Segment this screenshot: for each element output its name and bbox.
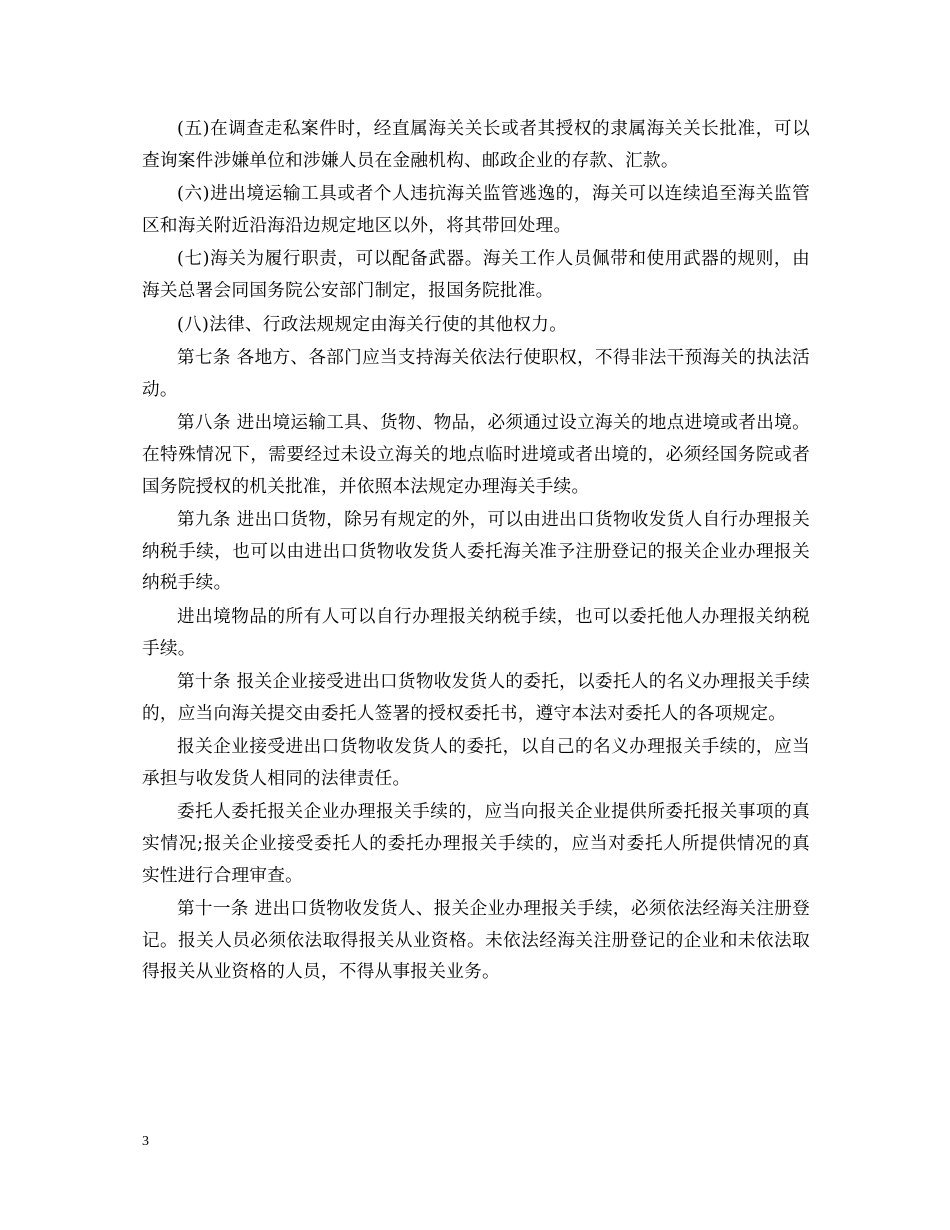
paragraph: 第九条 进出口货物，除另有规定的外，可以由进出口货物收发货人自行办理报关纳税手续，也可以由进出口货物收发货人委托海关准予注册登记的报关企业办理报关纳税手续。 (142, 510, 810, 594)
paragraph: 报关企业接受进出口货物收发货人的委托，以自己的名义办理报关手续的，应当承担与收发货人相同的法律责任。 (142, 737, 810, 789)
paragraph: (八)法律、行政法规规定由海关行使的其他权力。 (177, 314, 568, 335)
paragraph: 第八条 进出境运输工具、货物、物品，必须通过设立海关的地点进境或者出境。在特殊情况下，需要经过未设立海关的地点临时进境或者出境的，必须经国务院或者国务院授权的机关批准，并依照本法规定办理海关手续。 (142, 413, 810, 497)
paragraph: (五)在调查走私案件时，经直属海关关长或者其授权的隶属海关关长批准，可以查询案件涉嫌单位和涉嫌人员在金融机构、邮政企业的存款、汇款。 (142, 119, 810, 171)
paragraph: (七)海关为履行职责，可以配备武器。海关工作人员佩带和使用武器的规则，由海关总署会同国务院公安部门制定，报国务院批准。 (142, 249, 810, 301)
paragraph: (六)进出境运输工具或者个人违抗海关监管逃逸的，海关可以连续追至海关监管区和海关附近沿海沿边规定地区以外，将其带回处理。 (142, 184, 810, 236)
document-body (142, 114, 810, 991)
paragraph: 第十一条 进出口货物收发货人、报关企业办理报关手续，必须依法经海关注册登记。报关人员必须依法取得报关从业资格。未依法经海关注册登记的企业和未依法取得报关从业资格的人员，不得从事报关业务。 (142, 899, 810, 983)
paragraph: 第十条 报关企业接受进出口货物收发货人的委托，以委托人的名义办理报关手续的，应当向海关提交由委托人签署的授权委托书，遵守本法对委托人的各项规定。 (142, 672, 810, 724)
paragraph: 委托人委托报关企业办理报关手续的，应当向报关企业提供所委托报关事项的真实情况;报关企业接受委托人的委托办理报关手续的，应当对委托人所提供情况的真实性进行合理审查。 (142, 802, 810, 886)
paragraph: 进出境物品的所有人可以自行办理报关纳税手续，也可以委托他人办理报关纳税手续。 (142, 606, 810, 659)
page-number: 3 (142, 1134, 149, 1149)
paragraph: 第七条 各地方、各部门应当支持海关依法行使职权，不得非法干预海关的执法活动。 (142, 348, 810, 400)
